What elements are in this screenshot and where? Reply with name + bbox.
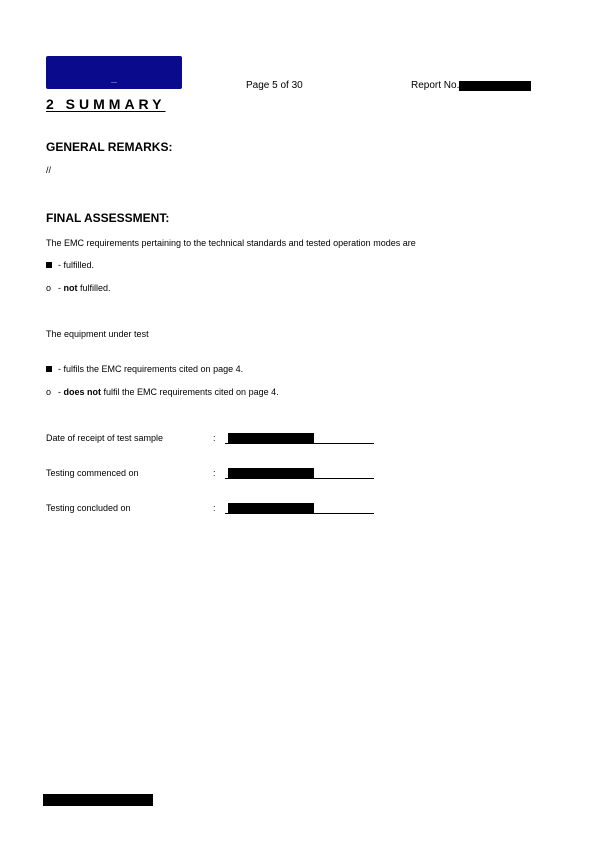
- redacted-commenced-date: [228, 468, 314, 478]
- report-number-label: Report No.: [411, 80, 460, 91]
- page-number: Page 5 of 30: [246, 80, 303, 91]
- eut-intro: The equipment under test: [46, 329, 149, 339]
- receipt-date-label: Date of receipt of test sample: [46, 433, 164, 443]
- option-does-not-fulfil: o - does not fulfil the EMC requirements cited on page 4.: [46, 387, 279, 397]
- final-assessment-heading: FINAL ASSESSMENT:: [46, 211, 170, 225]
- redacted-report-number: [459, 81, 531, 91]
- concluded-date-label: Testing concluded on: [46, 503, 131, 513]
- option-fulfilled: - fulfilled.: [46, 260, 94, 270]
- commenced-date-label: Testing commenced on: [46, 468, 139, 478]
- general-remarks-text: //: [46, 165, 52, 175]
- unchecked-marker: o: [46, 387, 52, 397]
- company-logo: [46, 56, 182, 89]
- option-fulfils: - fulfils the EMC requirements cited on page 4.: [46, 364, 243, 374]
- option-not-fulfilled: o - not fulfilled.: [46, 283, 111, 293]
- concluded-date-colon: :: [213, 503, 216, 513]
- receipt-date-colon: :: [213, 433, 216, 443]
- general-remarks-heading: GENERAL REMARKS:: [46, 140, 173, 154]
- checked-square-icon: [46, 262, 52, 268]
- assessment-intro: The EMC requirements pertaining to the technical standards and tested operation modes are: [46, 238, 416, 248]
- commenced-date-line: [225, 478, 374, 479]
- unchecked-marker: o: [46, 283, 52, 293]
- checked-square-icon: [46, 366, 52, 372]
- redacted-receipt-date: [228, 433, 314, 443]
- concluded-date-line: [225, 513, 374, 514]
- redacted-concluded-date: [228, 503, 314, 513]
- receipt-date-line: [225, 443, 374, 444]
- redacted-footer: [43, 794, 153, 806]
- section-title: 2 SUMMARY: [46, 96, 166, 112]
- commenced-date-colon: :: [213, 468, 216, 478]
